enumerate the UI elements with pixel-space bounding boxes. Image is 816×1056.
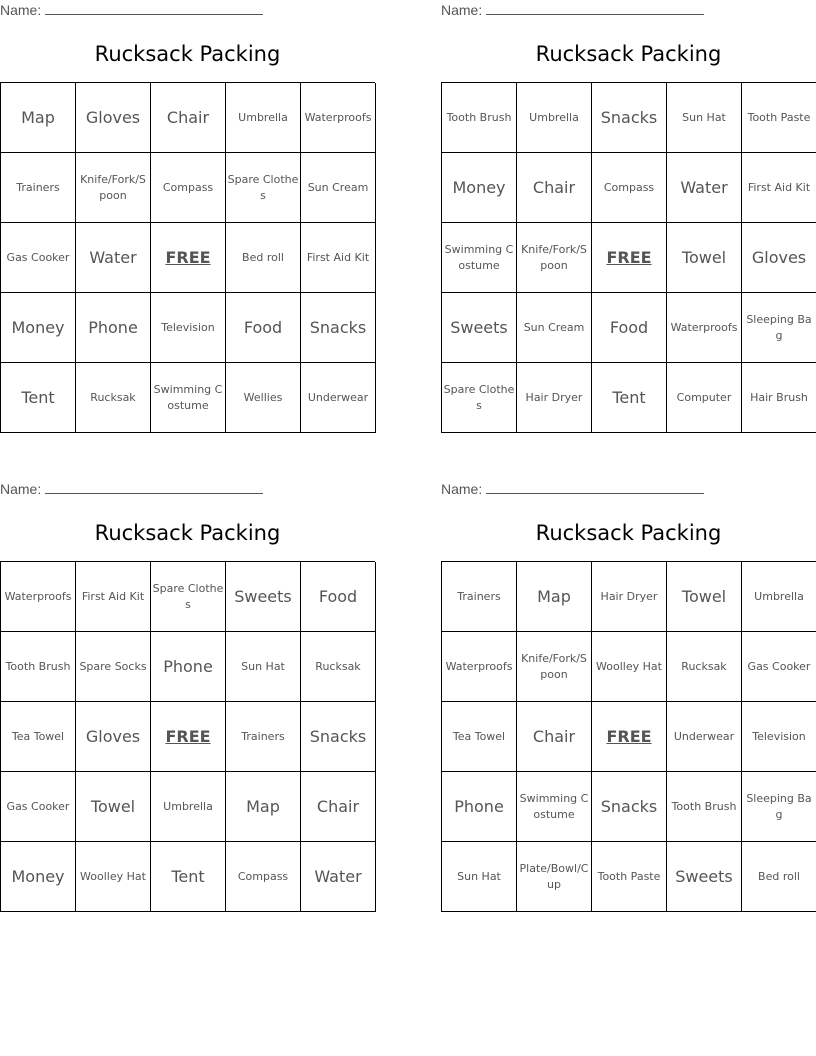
free-cell[interactable]: FREE	[151, 702, 226, 772]
bingo-cell[interactable]: Sweets	[667, 842, 742, 912]
bingo-cell[interactable]: Tent	[592, 363, 667, 433]
bingo-cell[interactable]: Hair Brush	[742, 363, 816, 433]
bingo-cell[interactable]: Trainers	[226, 702, 301, 772]
bingo-cell[interactable]: Water	[76, 223, 151, 293]
bingo-cell[interactable]: Sweets	[442, 293, 517, 363]
bingo-cell[interactable]: Snacks	[301, 293, 376, 363]
bingo-cell[interactable]: Plate/Bowl/Cup	[517, 842, 592, 912]
bingo-cell[interactable]: Sun Hat	[226, 632, 301, 702]
bingo-card-3	[0, 479, 375, 909]
bingo-cell[interactable]: Food	[592, 293, 667, 363]
bingo-cell[interactable]: Chair	[517, 702, 592, 772]
bingo-cell[interactable]: Spare Clothes	[151, 562, 226, 632]
bingo-cell[interactable]: Underwear	[301, 363, 376, 433]
bingo-cell[interactable]: Sleeping Bag	[742, 772, 816, 842]
bingo-cell[interactable]: Map	[517, 562, 592, 632]
bingo-cell[interactable]: First Aid Kit	[301, 223, 376, 293]
bingo-cell[interactable]: Tooth Brush	[667, 772, 742, 842]
bingo-cell[interactable]: Underwear	[667, 702, 742, 772]
bingo-card-1	[0, 0, 375, 430]
bingo-cell[interactable]: Money	[442, 153, 517, 223]
name-underline	[486, 481, 704, 494]
bingo-cell[interactable]: Snacks	[301, 702, 376, 772]
bingo-cell[interactable]: Waterproofs	[442, 632, 517, 702]
bingo-cell[interactable]: Swimming Costume	[517, 772, 592, 842]
bingo-cell[interactable]: Money	[1, 842, 76, 912]
bingo-cell[interactable]: Sun Cream	[517, 293, 592, 363]
bingo-cell[interactable]: Wellies	[226, 363, 301, 433]
name-label: Name:	[441, 481, 483, 497]
bingo-cell[interactable]: Hair Dryer	[592, 562, 667, 632]
bingo-cell[interactable]: Tooth Brush	[1, 632, 76, 702]
bingo-cell[interactable]: Tea Towel	[1, 702, 76, 772]
bingo-cell[interactable]: Chair	[151, 83, 226, 153]
bingo-cell[interactable]: Tent	[1, 363, 76, 433]
bingo-cell[interactable]: Trainers	[1, 153, 76, 223]
bingo-cell[interactable]: Waterproofs	[667, 293, 742, 363]
name-field[interactable]	[0, 481, 264, 497]
bingo-cell[interactable]: Spare Clothes	[442, 363, 517, 433]
name-underline	[45, 481, 263, 494]
bingo-cell[interactable]: Knife/Fork/Spoon	[76, 153, 151, 223]
bingo-cell[interactable]: Map	[1, 83, 76, 153]
bingo-cell[interactable]: Woolley Hat	[592, 632, 667, 702]
name-label: Name:	[441, 2, 483, 18]
bingo-cell[interactable]: Rucksak	[667, 632, 742, 702]
bingo-cell[interactable]: Tent	[151, 842, 226, 912]
bingo-cell[interactable]: Gas Cooker	[1, 223, 76, 293]
bingo-cell[interactable]: First Aid Kit	[742, 153, 816, 223]
name-label: Name:	[0, 2, 42, 18]
bingo-cell[interactable]: Towel	[667, 223, 742, 293]
bingo-grid	[441, 82, 816, 433]
card-title: Rucksack Packing	[535, 521, 722, 545]
bingo-cell[interactable]: Chair	[517, 153, 592, 223]
bingo-cell[interactable]: Sun Hat	[667, 83, 742, 153]
free-cell[interactable]: FREE	[592, 223, 667, 293]
bingo-cell[interactable]: Towel	[667, 562, 742, 632]
bingo-grid	[0, 561, 375, 912]
bingo-cell[interactable]: Sleeping Bag	[742, 293, 816, 363]
card-title: Rucksack Packing	[94, 42, 281, 66]
card-title: Rucksack Packing	[94, 521, 281, 545]
bingo-cell[interactable]: Snacks	[592, 772, 667, 842]
bingo-cell[interactable]: Tea Towel	[442, 702, 517, 772]
bingo-cell[interactable]: Phone	[151, 632, 226, 702]
bingo-cell[interactable]: Knife/Fork/Spoon	[517, 223, 592, 293]
bingo-cell[interactable]: Trainers	[442, 562, 517, 632]
bingo-cell[interactable]: Spare Clothes	[226, 153, 301, 223]
bingo-cell[interactable]: Gas Cooker	[1, 772, 76, 842]
name-underline	[486, 2, 704, 15]
bingo-cell[interactable]: Water	[301, 842, 376, 912]
name-underline	[45, 2, 263, 15]
bingo-cell[interactable]: Money	[1, 293, 76, 363]
bingo-cell[interactable]: Food	[226, 293, 301, 363]
bingo-cell[interactable]: Water	[667, 153, 742, 223]
bingo-cell[interactable]: Waterproofs	[301, 83, 376, 153]
bingo-cell[interactable]: Bed roll	[226, 223, 301, 293]
bingo-cell[interactable]: Television	[742, 702, 816, 772]
bingo-cell[interactable]: Swimming Costume	[151, 363, 226, 433]
bingo-cell[interactable]: Snacks	[592, 83, 667, 153]
bingo-cell[interactable]: Sun Hat	[442, 842, 517, 912]
bingo-cell[interactable]: Tooth Paste	[592, 842, 667, 912]
bingo-card-2	[441, 0, 816, 430]
bingo-grid	[0, 82, 375, 433]
bingo-cell[interactable]: Umbrella	[742, 562, 816, 632]
bingo-cell[interactable]: Gas Cooker	[742, 632, 816, 702]
bingo-cell[interactable]: Compass	[226, 842, 301, 912]
bingo-cell[interactable]: Umbrella	[517, 83, 592, 153]
bingo-cell[interactable]: Gloves	[742, 223, 816, 293]
bingo-cell[interactable]: Tooth Brush	[442, 83, 517, 153]
bingo-cell[interactable]: Chair	[301, 772, 376, 842]
bingo-cell[interactable]: Map	[226, 772, 301, 842]
bingo-cell[interactable]: Sweets	[226, 562, 301, 632]
bingo-cell[interactable]: Television	[151, 293, 226, 363]
bingo-cell[interactable]: Computer	[667, 363, 742, 433]
name-label: Name:	[0, 481, 42, 497]
bingo-cell[interactable]: Bed roll	[742, 842, 816, 912]
bingo-cell[interactable]: Spare Socks	[76, 632, 151, 702]
name-field[interactable]	[441, 2, 705, 18]
free-cell[interactable]: FREE	[592, 702, 667, 772]
bingo-cell[interactable]: Umbrella	[226, 83, 301, 153]
bingo-cell[interactable]: Umbrella	[151, 772, 226, 842]
bingo-cell[interactable]: Swimming Costume	[442, 223, 517, 293]
free-cell[interactable]: FREE	[151, 223, 226, 293]
bingo-cell[interactable]: Tooth Paste	[742, 83, 816, 153]
bingo-cell[interactable]: Rucksak	[76, 363, 151, 433]
name-field[interactable]	[0, 2, 264, 18]
bingo-cell[interactable]: Food	[301, 562, 376, 632]
bingo-cell[interactable]: Compass	[151, 153, 226, 223]
name-field[interactable]	[441, 481, 705, 497]
bingo-cell[interactable]: Sun Cream	[301, 153, 376, 223]
bingo-cell[interactable]: Compass	[592, 153, 667, 223]
bingo-cell[interactable]: Rucksak	[301, 632, 376, 702]
bingo-cell[interactable]: Phone	[76, 293, 151, 363]
card-title: Rucksack Packing	[535, 42, 722, 66]
bingo-cell[interactable]: Phone	[442, 772, 517, 842]
bingo-cell[interactable]: Waterproofs	[1, 562, 76, 632]
bingo-cell[interactable]: Woolley Hat	[76, 842, 151, 912]
bingo-cell[interactable]: Hair Dryer	[517, 363, 592, 433]
bingo-card-4	[441, 479, 816, 909]
bingo-grid	[441, 561, 816, 912]
bingo-cell[interactable]: First Aid Kit	[76, 562, 151, 632]
bingo-cell[interactable]: Towel	[76, 772, 151, 842]
bingo-cell[interactable]: Gloves	[76, 702, 151, 772]
bingo-cell[interactable]: Gloves	[76, 83, 151, 153]
bingo-cell[interactable]: Knife/Fork/Spoon	[517, 632, 592, 702]
